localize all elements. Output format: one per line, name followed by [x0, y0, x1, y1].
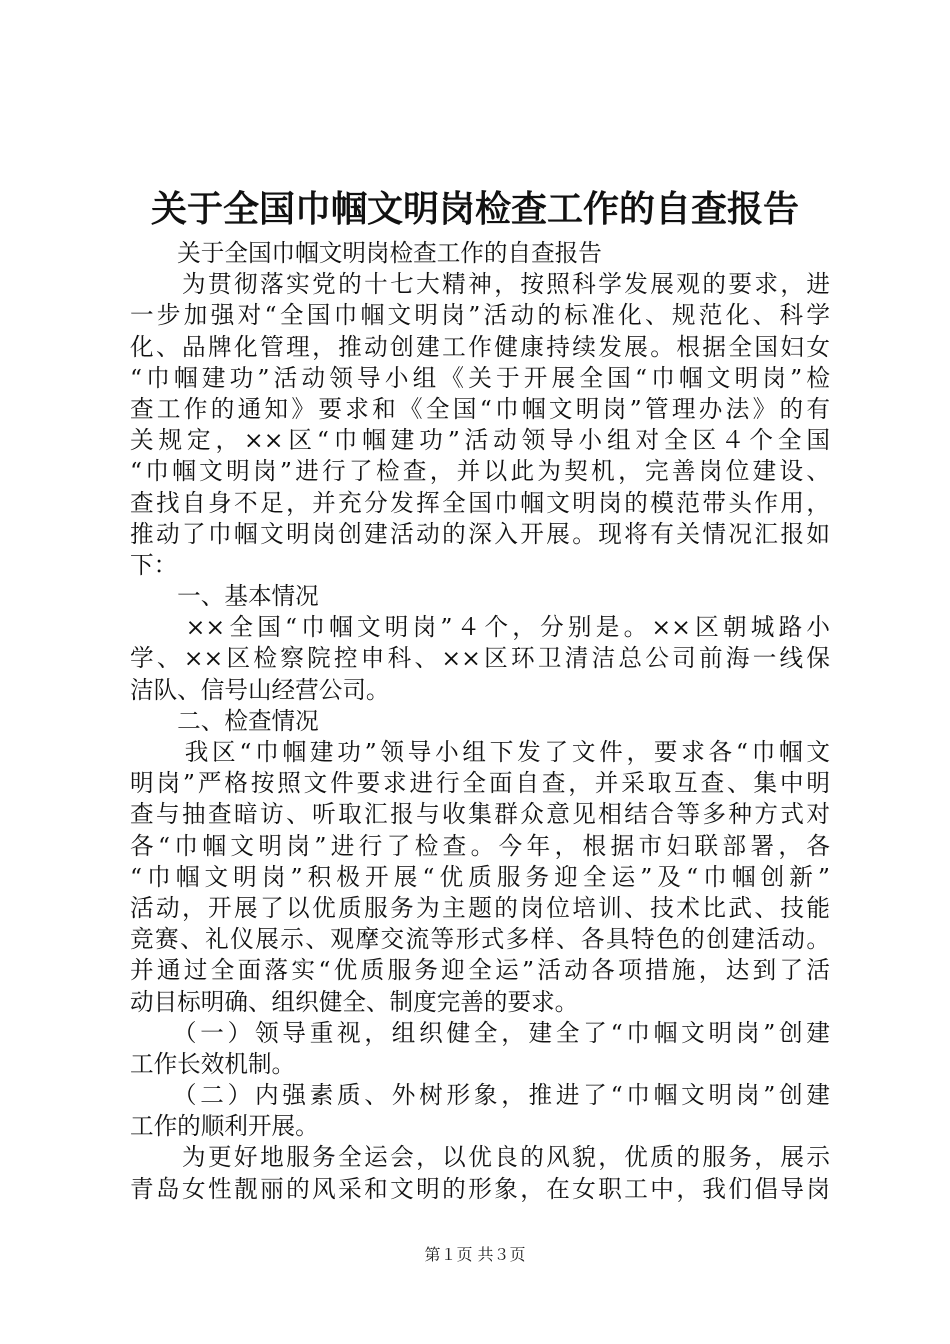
text-line: 为贯彻落实党的十七大精神，按照科学发展观的要求，进 [130, 270, 830, 299]
text-line: 工作长效机制。 [130, 1049, 296, 1078]
text-line: “巾帼建功”活动领导小组《关于开展全国“巾帼文明岗”检 [130, 363, 830, 392]
text-line: 并通过全面落实“优质服务迎全运”活动各项措施，达到了活 [130, 956, 830, 985]
document-body [130, 238, 830, 1205]
text-line: “巾帼文明岗”积极开展“优质服务迎全运”及“巾帼创新” [130, 862, 830, 891]
text-line: 下： [130, 550, 178, 579]
text-line: 动目标明确、组织健全、制度完善的要求。 [130, 987, 579, 1016]
text-line: 查工作的通知》要求和《全国“巾帼文明岗”管理办法》的有 [130, 394, 830, 423]
text-line: 工作的顺利开展。 [130, 1112, 319, 1141]
text-line: 明岗”严格按照文件要求进行全面自查，并采取互查、集中明 [130, 769, 830, 798]
text-line: “巾帼文明岗”进行了检查，并以此为契机，完善岗位建设、 [130, 457, 830, 486]
text-line: 一步加强对“全国巾帼文明岗”活动的标准化、规范化、科学 [130, 301, 830, 330]
text-line: 查与抽查暗访、听取汇报与收集群众意见相结合等多种方式对 [130, 800, 830, 829]
text-line: 各“巾帼文明岗”进行了检查。今年，根据市妇联部署，各 [130, 831, 830, 860]
text-line: 我区“巾帼建功”领导小组下发了文件，要求各“巾帼文 [130, 738, 830, 766]
text-line: 关于全国巾帼文明岗检查工作的自查报告 [130, 239, 602, 267]
text-line: ××全国“巾帼文明岗”４个，分别是。××区朝城路小 [130, 613, 830, 642]
text-line: 关规定，××区“巾帼建功”活动领导小组对全区４个全国 [130, 426, 830, 455]
text-line: 竞赛、礼仪展示、观摩交流等形式多样、各具特色的创建活动。 [130, 925, 830, 954]
text-line: 查找自身不足，并充分发挥全国巾帼文明岗的模范带头作用， [130, 488, 830, 517]
text-line: 青岛女性靓丽的风采和文明的形象，在女职工中，我们倡导岗 [130, 1174, 830, 1203]
text-line: 二、检查情况 [130, 706, 319, 735]
page-footer: 第１页 共３页 [424, 1245, 526, 1264]
text-line: 学、××区检察院控申科、××区环卫清洁总公司前海一线保 [130, 644, 830, 673]
text-line: 活动，开展了以优质服务为主题的岗位培训、技术比武、技能 [130, 893, 830, 922]
text-line: 一、基本情况 [130, 582, 319, 611]
text-line: （二）内强素质、外树形象，推进了“巾帼文明岗”创建 [130, 1081, 830, 1110]
text-line: 洁队、信号山经营公司。 [130, 675, 390, 704]
text-line: 推动了巾帼文明岗创建活动的深入开展。现将有关情况汇报如 [130, 519, 830, 548]
document-title: 关于全国巾帼文明岗检查工作的自查报告 [150, 188, 799, 230]
text-line: 化、品牌化管理，推动创建工作健康持续发展。根据全国妇女 [130, 332, 830, 361]
text-line: （一）领导重视，组织健全，建全了“巾帼文明岗”创建 [130, 1018, 830, 1047]
text-line: 为更好地服务全运会，以优良的风貌，优质的服务，展示 [130, 1143, 830, 1172]
